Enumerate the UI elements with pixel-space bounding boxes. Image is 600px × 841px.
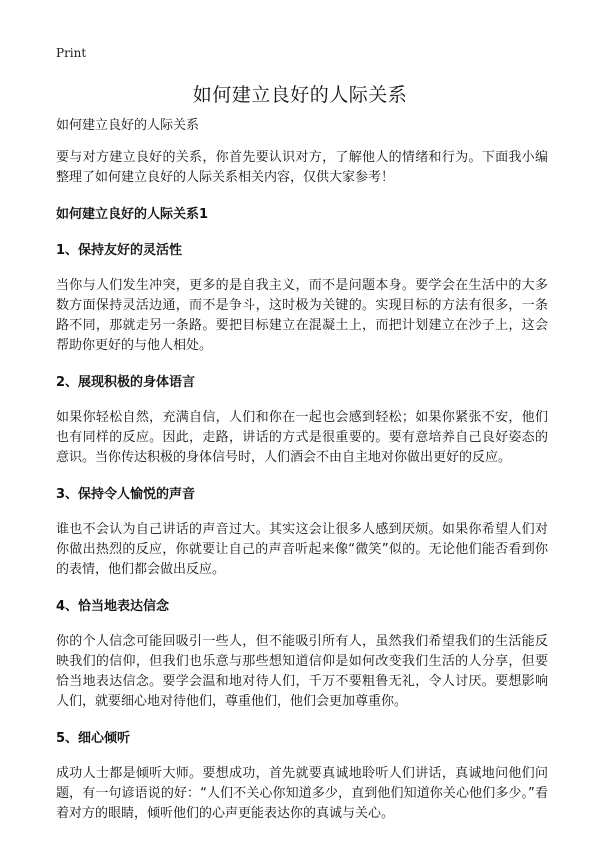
section-heading: 3、保持令人愉悦的声音 — [56, 487, 196, 502]
document-title: 如何建立良好的人际关系 — [192, 84, 408, 106]
section-heading: 1、保持友好的灵活性 — [56, 243, 183, 258]
section-heading: 2、展现积极的身体语言 — [56, 375, 196, 390]
document-content — [56, 116, 548, 841]
section-body: 成功人士都是倾听大师。要想成功，首先就要真诚地聆听人们讲话，真诚地问他们问题，有一句谚语说的好：“人们不关心你知道多少，直到他们知道你关心他们多少。”看着对方的眼睛，倾听他们的心声更能表达你的真诚与关心。 — [56, 766, 548, 821]
section-heading: 4、恰当地表达信念 — [56, 599, 170, 614]
intro-paragraph: 要与对方建立良好的关系，你首先要认识对方，了解他人的情绪和行为。下面我小编整理了如何建立良好的人际关系相关内容，仅供大家参考！ — [56, 150, 548, 185]
section-body: 谁也不会认为自己讲话的声音过大。其实这会让很多人感到厌烦。如果你希望人们对你做出热烈的反应，你就要让自己的声音听起来像“微笑”似的。无论他们能否看到你的表情，他们都会做出反应。 — [56, 522, 548, 577]
section-body-language — [56, 373, 548, 468]
section-body: 如果你轻松自然，充满自信，人们和你在一起也会感到轻松；如果你紧张不安，他们也有同样的反应。因此，走路，讲话的方式是很重要的。要有意培养自己良好姿态的意识。当你传达积极的身体信号时，人们酒会不由自主地对你做出更好的反应。 — [56, 410, 548, 465]
section-heading: 5、细心倾听 — [56, 731, 131, 746]
document-subtitle: 如何建立良好的人际关系 — [56, 118, 200, 133]
section-beliefs — [56, 597, 548, 712]
section-flexibility — [56, 241, 548, 356]
section-voice — [56, 485, 548, 580]
section-listening — [56, 729, 548, 824]
section-body: 当你与人们发生冲突，更多的是自我主义，而不是问题本身。要学会在生活中的大多数方面保持灵活边通，而不是争斗，这时极为关键的。实现目标的方法有很多，一条路不同，那就走另一条路。要把目标建立在混凝土上，而把计划建立在沙子上，这会帮助你更好的与他人相处。 — [56, 278, 548, 353]
print-link[interactable]: Print — [56, 46, 87, 60]
section-body: 你的个人信念可能回吸引一些人，但不能吸引所有人，虽然我们希望我们的生活能反映我们的信仰，但我们也乐意与那些想知道信仰是如何改变我们生活的人分享，但要恰当地表达信念。要学会温和地对待人们，千万不要粗鲁无礼，令人讨厌。要想影响人们，就要细心地对待他们，尊重他们，他们会更加尊重你。 — [56, 634, 548, 709]
main-heading: 如何建立良好的人际关系1 — [56, 207, 209, 222]
